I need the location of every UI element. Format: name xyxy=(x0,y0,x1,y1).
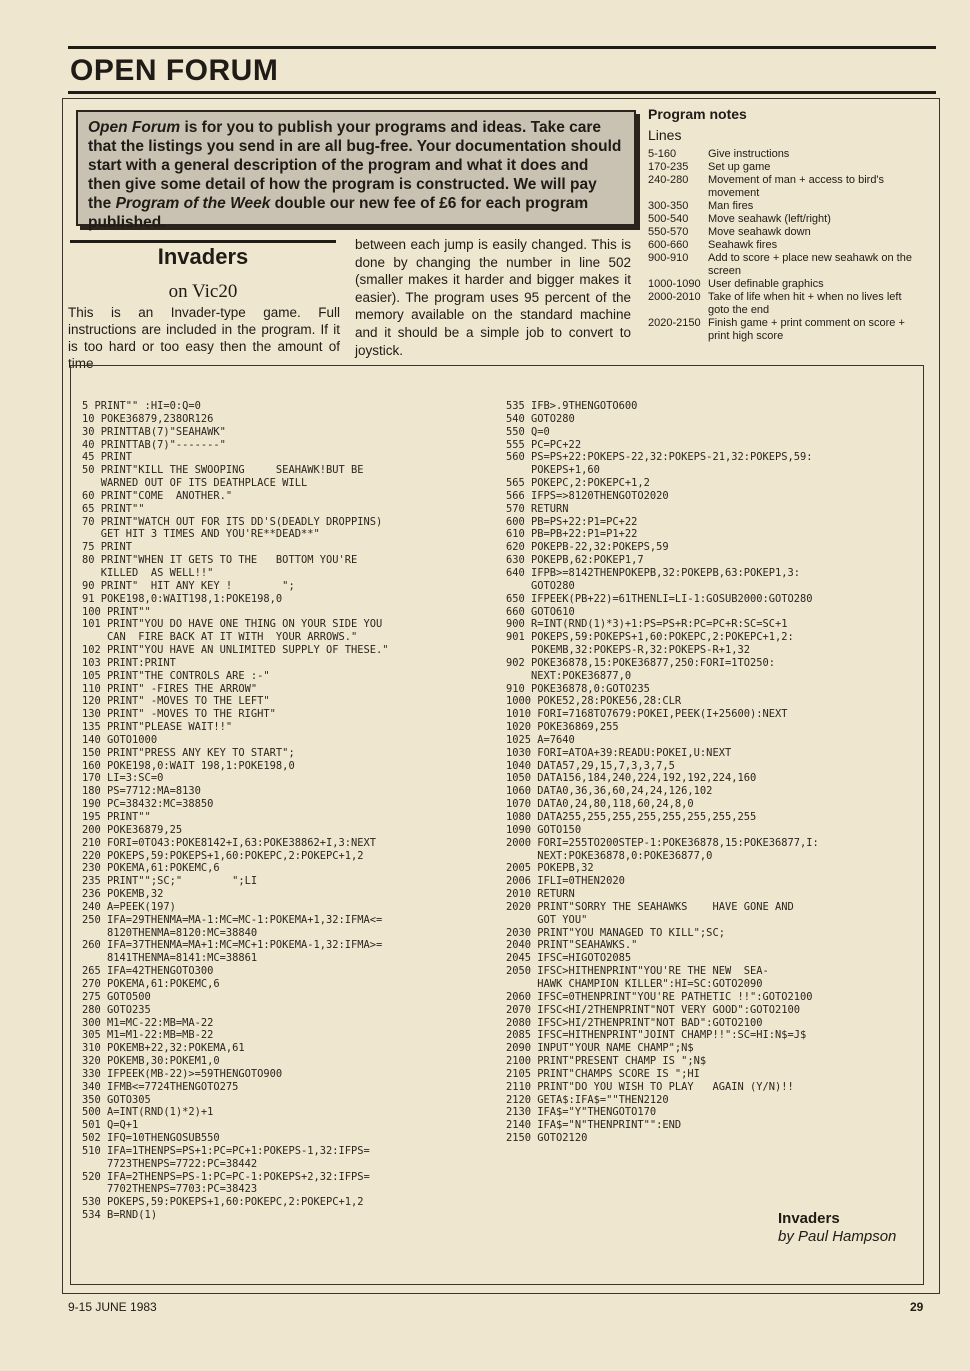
code-line: 650 IFPEEK(PB+22)=61THENLI=LI-1:GOSUB2000:GOTO280 xyxy=(506,592,813,605)
code-line: 195 PRINT"" xyxy=(82,811,151,823)
code-line: 8141THENMA=8141:MC=38861 xyxy=(82,952,258,965)
code-line: 180 PS=7712:MA=8130 xyxy=(82,785,201,798)
code-line: 101 PRINT"YOU DO HAVE ONE THING ON YOUR SIDE YOU xyxy=(82,618,383,631)
code-line: 1040 DATA57,29,15,7,3,3,7,5 xyxy=(506,759,675,772)
byline-author: by Paul Hampson xyxy=(778,1228,897,1245)
code-line: 2010 RETURN xyxy=(506,888,575,901)
code-line: 340 IFMB<=7724THENGOTO275 xyxy=(82,1080,239,1093)
code-line: 2006 IFLI=0THEN2020 xyxy=(506,875,625,888)
code-line: GOT YOU" xyxy=(506,913,588,926)
code-line: 902 POKE36878,15:POKE36877,250:FORI=1TO250: xyxy=(506,656,775,669)
notes-lines: 170-235 xyxy=(648,161,689,173)
code-line: 80 PRINT"WHEN IT GETS TO THE BOTTOM YOU'RE xyxy=(82,554,358,567)
code-line: 190 PC=38432:MC=38850 xyxy=(82,798,214,811)
program-notes-heading: Program notes xyxy=(648,106,747,122)
code-line: 560 PS=PS+22:POKEPS-22,32:POKEPS-21,32:POKEPS,59: xyxy=(506,451,813,464)
code-line: 1050 DATA156,184,240,224,192,192,224,160 xyxy=(506,772,757,785)
code-line: WARNED OUT OF ITS DEATHPLACE WILL xyxy=(82,477,308,490)
notes-row xyxy=(648,174,924,200)
code-line: 60 PRINT"COME ANOTHER." xyxy=(82,489,233,502)
notes-lines: 550-570 xyxy=(648,226,689,238)
notes-lines: 240-280 xyxy=(648,174,689,186)
code-line: 640 IFPB>=8142THENPOKEPB,32:POKEPB,63:POKEP1,3: xyxy=(506,566,801,579)
article-rule xyxy=(70,240,336,243)
section-masthead xyxy=(68,46,936,94)
magazine-page xyxy=(40,30,945,1350)
intro-emphasis: Program of the Week xyxy=(115,195,271,212)
article-body-col2: between each jump is easily changed. This is done by changing the number in line 502 (smaller makes it harder and bigger makes it easier). The program uses 95 percent of the memory available on the standard machine and it should be a simple job to convert to joystick. xyxy=(355,237,631,358)
notes-row xyxy=(648,278,924,291)
notes-lines: 300-350 xyxy=(648,200,689,212)
code-line: 230 POKEMA,61:POKEMC,6 xyxy=(82,862,220,875)
code-line: 2020 PRINT"SORRY THE SEAHAWKS HAVE GONE AND xyxy=(506,900,794,913)
code-line: 2050 IFSC>HITHENPRINT"YOU'RE THE NEW SEA- xyxy=(506,965,769,978)
notes-lines: 600-660 xyxy=(648,239,689,251)
code-line: 2085 IFSC=HITHENPRINT"JOINT CHAMP!!":SC=HI:N$=J$ xyxy=(506,1029,807,1042)
code-line: POKEPS+1,60 xyxy=(506,464,600,477)
notes-row xyxy=(648,161,924,174)
notes-row xyxy=(648,252,924,278)
article-platform: on Vic20 xyxy=(168,281,238,302)
code-line: 310 POKEMB+22,32:POKEMA,61 xyxy=(82,1042,245,1055)
code-line: 1090 GOTO150 xyxy=(506,823,582,836)
notes-row xyxy=(648,148,924,161)
code-line: 300 M1=MC-22:MB=MA-22 xyxy=(82,1016,214,1029)
code-line: 534 B=RND(1) xyxy=(82,1209,158,1222)
code-line: 2070 IFSC<HI/2THENPRINT"NOT VERY GOOD":GOTO2100 xyxy=(506,1003,801,1016)
code-line: 90 PRINT" HIT ANY KEY ! "; xyxy=(82,579,295,592)
program-notes xyxy=(648,108,924,343)
notes-description: Take of life when hit + when no lives left goto the end xyxy=(708,291,902,316)
code-line: 91 POKE198,0:WAIT198,1:POKE198,0 xyxy=(82,592,283,605)
code-line: 570 RETURN xyxy=(506,502,569,515)
code-line: 555 PC=PC+22 xyxy=(506,438,582,451)
code-line: 2140 IFA$="N"THENPRINT"":END xyxy=(506,1119,682,1132)
code-line: 75 PRINT xyxy=(82,541,133,554)
code-listing-left xyxy=(82,400,389,1222)
code-line: 2000 FORI=255TO200STEP-1:POKE36878,15:POKE36877,I: xyxy=(506,836,819,849)
code-line: CAN FIRE BACK AT IT WITH YOUR ARROWS." xyxy=(82,631,358,644)
notes-table xyxy=(648,148,924,343)
code-line: 30 PRINTTAB(7)"SEAHAWK" xyxy=(82,425,226,438)
code-line: 2005 POKEPB,32 xyxy=(506,862,594,875)
code-line: 220 POKEPS,59:POKEPS+1,60:POKEPC,2:POKEPC+1,2 xyxy=(82,849,364,862)
code-line: 320 POKEMB,30:POKEM1,0 xyxy=(82,1055,220,1068)
notes-row xyxy=(648,317,924,343)
notes-row xyxy=(648,200,924,213)
notes-description: User definable graphics xyxy=(708,278,824,290)
intro-text-2: double our new fee of £6 for each program published. xyxy=(88,195,589,231)
code-line: 2100 PRINT"PRESENT CHAMP IS ";N$ xyxy=(506,1055,707,1068)
code-line: 510 IFA=1THENPS=PS+1:PC=PC+1:POKEPS-1,32:IFPS= xyxy=(82,1144,370,1157)
code-line: 535 IFB>.9THENGOTO600 xyxy=(506,400,638,412)
code-line: 520 IFA=2THENPS=PS-1:PC=PC-1:POKEPS+2,32:IFPS= xyxy=(82,1170,370,1183)
code-line: 235 PRINT"";SC;" ";LI xyxy=(82,875,258,888)
code-line: 630 POKEPB,62:POKEP1,7 xyxy=(506,554,644,567)
code-line: 8120THENMA=8120:MC=38840 xyxy=(82,926,258,939)
code-line: 610 PB=PB+22:P1=P1+22 xyxy=(506,528,638,541)
code-line: GET HIT 3 TIMES AND YOU'RE**DEAD**" xyxy=(82,528,320,541)
code-line: 130 PRINT" -MOVES TO THE RIGHT" xyxy=(82,708,276,721)
code-line: POKEMB,32:POKEPS-R,32:POKEPS-R+1,32 xyxy=(506,644,750,657)
code-line: 1020 POKE36869,255 xyxy=(506,721,619,734)
code-line: 2150 GOTO2120 xyxy=(506,1132,588,1145)
code-line: 265 IFA=42THENGOTO300 xyxy=(82,965,214,978)
code-line: 236 POKEMB,32 xyxy=(82,888,164,901)
code-line: 2130 IFA$="Y"THENGOTO170 xyxy=(506,1106,657,1119)
notes-description: Seahawk fires xyxy=(708,239,778,251)
code-line: 910 POKE36878,0:GOTO235 xyxy=(506,682,650,695)
notes-lines: 2020-2150 xyxy=(648,317,701,329)
code-line: 120 PRINT" -MOVES TO THE LEFT" xyxy=(82,695,270,708)
code-line: 1010 FORI=7168TO7679:POKEI,PEEK(I+25600):NEXT xyxy=(506,708,788,721)
notes-description: Finish game + print comment on score + print high score xyxy=(708,317,905,342)
code-line: 250 IFA=29THENMA=MA-1:MC=MC-1:POKEMA+1,32:IFMA<= xyxy=(82,913,383,926)
code-line: 502 IFQ=10THENGOSUB550 xyxy=(82,1132,220,1145)
code-line: 10 POKE36879,238OR126 xyxy=(82,412,214,425)
code-line: 105 PRINT"THE CONTROLS ARE :-" xyxy=(82,669,270,682)
notes-description: Set up game xyxy=(708,161,771,173)
code-line: 7723THENPS=7722:PC=38442 xyxy=(82,1157,258,1170)
code-line: 530 POKEPS,59:POKEPS+1,60:POKEPC,2:POKEPC+1,2 xyxy=(82,1196,364,1209)
code-line: 110 PRINT" -FIRES THE ARROW" xyxy=(82,682,258,695)
notes-description: Give instructions xyxy=(708,148,790,160)
code-line: KILLED AS WELL!!" xyxy=(82,566,214,579)
footer-date: 9-15 JUNE 1983 xyxy=(68,1300,157,1314)
code-line: 40 PRINTTAB(7)"-------" xyxy=(82,438,226,451)
code-line: 2045 IFSC=HIGOTO2085 xyxy=(506,952,632,965)
article-body-col1: This is an Invader-type game. Full instructions are included in the program. If it is too hard or too easy then the amount of time xyxy=(68,305,340,371)
code-line: 620 POKEPB-22,32:POKEPS,59 xyxy=(506,541,669,554)
code-line: 2090 INPUT"YOUR NAME CHAMP";N$ xyxy=(506,1042,694,1055)
code-listing-right xyxy=(506,400,819,1145)
code-line: 170 LI=3:SC=0 xyxy=(82,772,164,785)
code-line: 550 Q=0 xyxy=(506,425,550,438)
code-line: HAWK CHAMPION KILLER":HI=SC:GOTO2090 xyxy=(506,977,763,990)
code-line: NEXT:POKE36878,0:POKE36877,0 xyxy=(506,849,713,862)
code-line: 2030 PRINT"YOU MANAGED TO KILL";SC; xyxy=(506,926,725,939)
code-line: 1025 A=7640 xyxy=(506,733,575,746)
code-line: 1070 DATA0,24,80,118,60,24,8,0 xyxy=(506,798,694,811)
lines-heading: Lines xyxy=(648,127,682,143)
code-line: 70 PRINT"WATCH OUT FOR ITS DD'S(DEADLY DROPPINS) xyxy=(82,515,383,528)
notes-row xyxy=(648,291,924,317)
code-line: 500 A=INT(RND(1)*2)+1 xyxy=(82,1106,214,1119)
code-line: 1000 POKE52,28:POKE56,28:CLR xyxy=(506,695,682,708)
code-line: 330 IFPEEK(MB-22)>=59THENGOTO900 xyxy=(82,1067,283,1080)
code-line: 160 POKE198,0:WAIT 198,1:POKE198,0 xyxy=(82,759,295,772)
code-line: 1060 DATA0,36,36,60,24,24,126,102 xyxy=(506,785,713,798)
code-line: 2105 PRINT"CHAMPS SCORE IS ";HI xyxy=(506,1067,700,1080)
notes-description: Man fires xyxy=(708,200,754,212)
code-line: 280 GOTO235 xyxy=(82,1003,151,1016)
intro-box xyxy=(76,110,636,231)
notes-lines: 5-160 xyxy=(648,148,677,160)
code-line: 501 Q=Q+1 xyxy=(82,1119,139,1132)
code-line: 103 PRINT:PRINT xyxy=(82,656,176,669)
notes-lines: 500-540 xyxy=(648,213,689,225)
code-line: 140 GOTO1000 xyxy=(82,733,158,746)
code-line: 65 PRINT"" xyxy=(82,502,145,515)
page-number: 29 xyxy=(910,1300,924,1314)
code-line: 2120 GETA$:IFA$=""THEN2120 xyxy=(506,1093,669,1106)
code-line: 100 PRINT"" xyxy=(82,605,151,618)
notes-lines: 1000-1090 xyxy=(648,278,701,290)
code-line: 1080 DATA255,255,255,255,255,255,255,255 xyxy=(506,811,757,823)
code-line: 2080 IFSC>HI/2THENPRINT"NOT BAD":GOTO2100 xyxy=(506,1016,763,1029)
section-title: OPEN FORUM xyxy=(70,54,279,87)
code-line: 2110 PRINT"DO YOU WISH TO PLAY AGAIN (Y/N)!! xyxy=(506,1080,794,1093)
code-line: 900 R=INT(RND(1)*3)+1:PS=PS+R:PC=PC+R:SC=SC+1 xyxy=(506,618,788,631)
code-line: 566 IFPS=>8120THENGOTO2020 xyxy=(506,489,669,502)
code-line: 210 FORI=0TO43:POKE8142+I,63:POKE38862+I,3:NEXT xyxy=(82,836,377,849)
code-line: 2060 IFSC=0THENPRINT"YOU'RE PATHETIC !!":GOTO2100 xyxy=(506,990,813,1003)
code-line: 350 GOTO305 xyxy=(82,1093,151,1106)
code-line: 2040 PRINT"SEAHAWKS." xyxy=(506,939,638,952)
code-line: 135 PRINT"PLEASE WAIT!!" xyxy=(82,721,233,734)
intro-text-1: is for you to publish your programs and ideas. Take care that the listings you send in are all bug-free. Your documentation should start with a general description of the program and what it does and then give some detail of how the program is constructed. We will pay the xyxy=(88,119,622,212)
notes-lines: 2000-2010 xyxy=(648,291,701,303)
code-line: 1030 FORI=ATOA+39:READU:POKEI,U:NEXT xyxy=(506,746,732,759)
code-line: 102 PRINT"YOU HAVE AN UNLIMITED SUPPLY OF THESE." xyxy=(82,644,389,657)
code-line: 270 POKEMA,61:POKEMC,6 xyxy=(82,977,220,990)
code-line: 600 PB=PS+22:P1=PC+22 xyxy=(506,515,638,528)
code-line: 200 POKE36879,25 xyxy=(82,823,183,836)
byline xyxy=(778,1210,896,1246)
code-line: 50 PRINT"KILL THE SWOOPING SEAHAWK!BUT BE xyxy=(82,464,364,477)
code-line: 565 POKEPC,2:POKEPC+1,2 xyxy=(506,477,650,490)
notes-description: Move seahawk (left/right) xyxy=(708,213,831,225)
notes-description: Movement of man + access to bird's movement xyxy=(708,174,885,199)
code-line: 540 GOTO280 xyxy=(506,412,575,425)
code-line: 901 POKEPS,59:POKEPS+1,60:POKEPC,2:POKEPC+1,2: xyxy=(506,631,794,644)
code-line: 5 PRINT"" :HI=0:Q=0 xyxy=(82,400,201,412)
code-line: 7702THENPS=7703:PC=38423 xyxy=(82,1183,258,1196)
code-line: 150 PRINT"PRESS ANY KEY TO START"; xyxy=(82,746,295,759)
article-title: Invaders xyxy=(157,244,249,269)
notes-description: Move seahawk down xyxy=(708,226,811,238)
code-line: 260 IFA=37THENMA=MA+1:MC=MC+1:POKEMA-1,32:IFMA>= xyxy=(82,939,383,952)
code-line: 45 PRINT xyxy=(82,451,133,464)
notes-row xyxy=(648,213,924,226)
code-line: 660 GOTO610 xyxy=(506,605,575,618)
code-line: 275 GOTO500 xyxy=(82,990,151,1003)
code-line: 240 A=PEEK(197) xyxy=(82,900,176,913)
code-line: 305 M1=M1-22:MB=MB-22 xyxy=(82,1029,214,1042)
notes-row xyxy=(648,226,924,239)
code-line: GOTO280 xyxy=(506,579,575,592)
intro-lead: Open Forum xyxy=(88,119,181,136)
notes-description: Add to score + place new seahawk on the screen xyxy=(708,252,912,277)
code-line: NEXT:POKE36877,0 xyxy=(506,669,632,682)
notes-row xyxy=(648,239,924,252)
notes-lines: 900-910 xyxy=(648,252,689,264)
byline-title: Invaders xyxy=(778,1210,840,1227)
